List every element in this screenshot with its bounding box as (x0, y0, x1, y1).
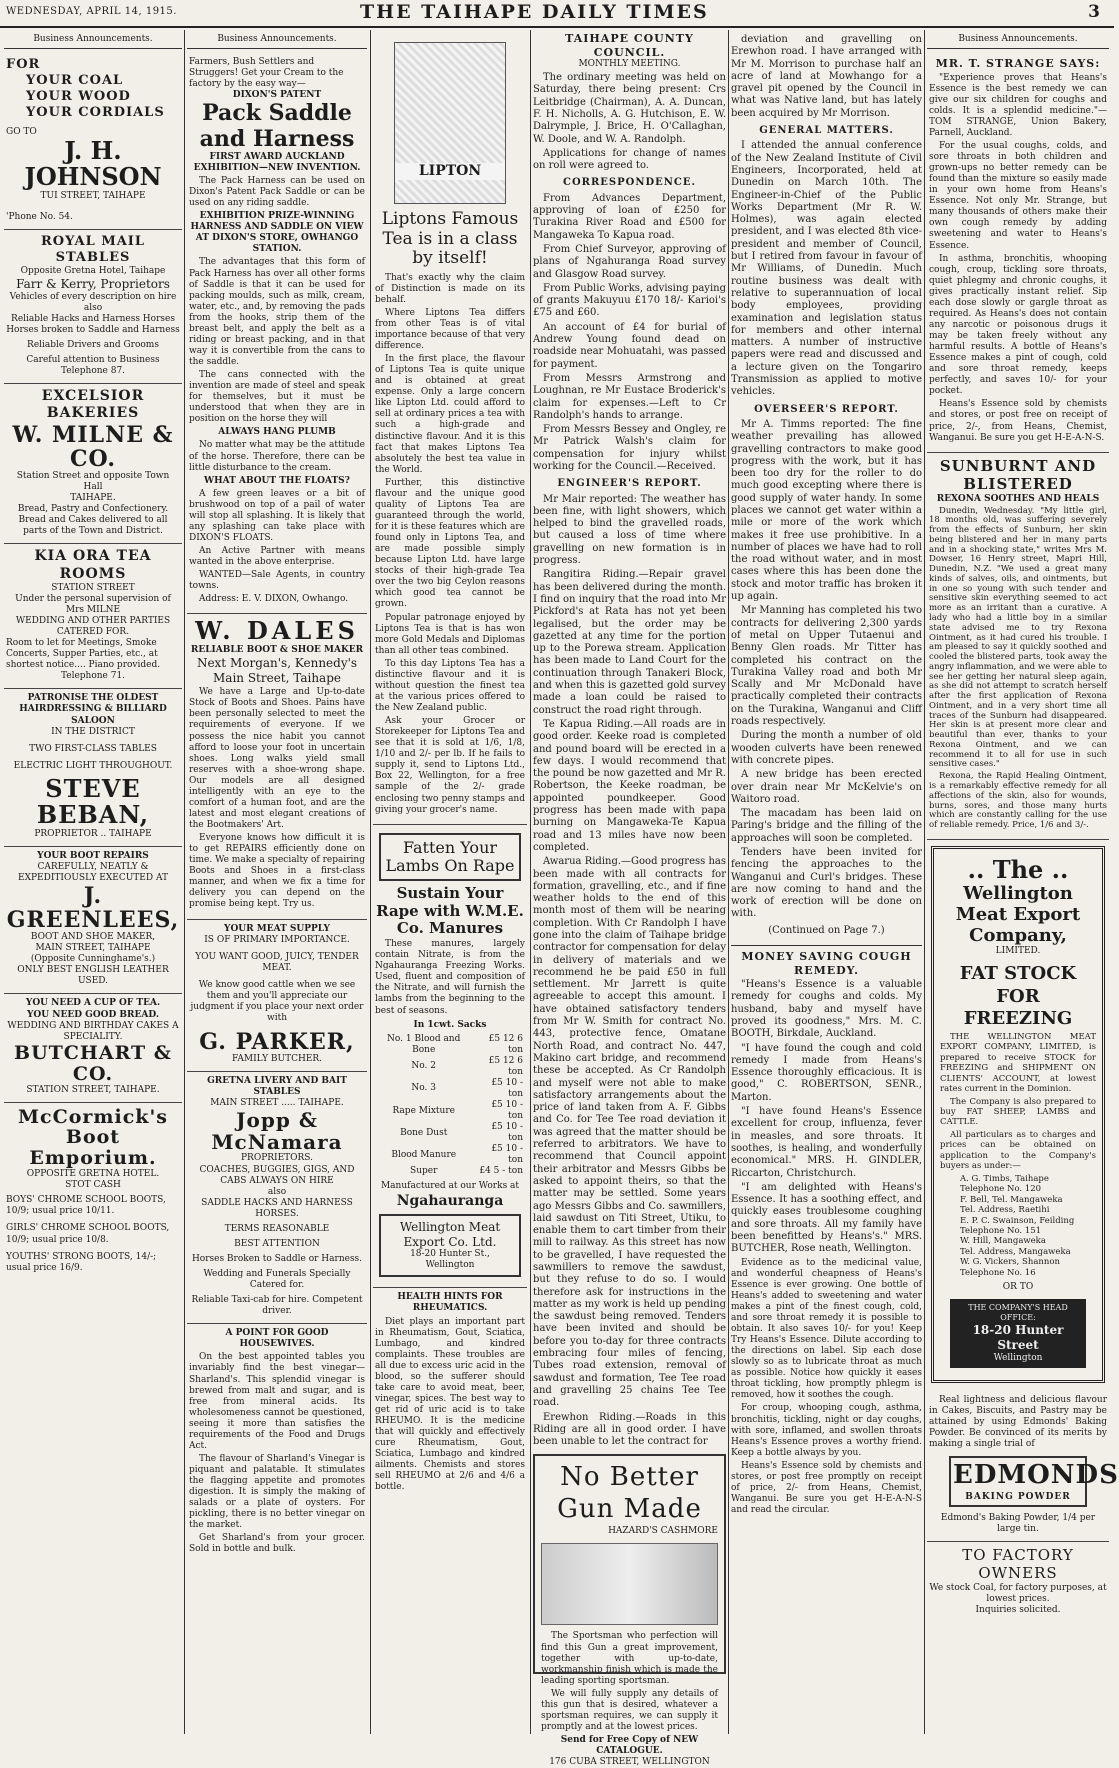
ad-text: Horses broken to Saddle and Harness (6, 324, 180, 335)
ad-text: WEDDING AND OTHER PARTIES CATERED FOR. (15, 616, 171, 638)
ad-text: OPPOSITE GRETNA HOTEL. (26, 1169, 160, 1180)
column-rule (728, 30, 729, 1734)
ad-text: Opposite Gretna Hotel, Taihape (20, 265, 166, 276)
article-paragraph: Applications for change of names on roll were agreed to. (533, 147, 726, 172)
price-list (375, 1034, 525, 1178)
article-paragraph: The macadam has been laid on Paring's bridge and the filling of the approaches will soon be completed. (731, 808, 922, 844)
price-row (375, 1122, 525, 1144)
brand-sub: BAKING POWDER (965, 1491, 1071, 1502)
ad-text: Bread and Cakes delivered to all parts of the Town and District. (18, 515, 168, 537)
article-headline: HEALTH HINTS FOR RHEUMATICS. (397, 1292, 503, 1314)
ad-title: .. The .. (967, 854, 1069, 884)
article-paragraph: During the month a number of old wooden culverts have been renewed with concrete pipes. (731, 730, 922, 766)
ad-text: STATION STREET (51, 582, 135, 593)
ad-text: (Opposite Cunninghame's.) (30, 954, 156, 965)
ad-text: FOR (6, 57, 41, 73)
ad-text: Edmond's Baking Powder, 1/4 per large tin. (940, 1512, 1096, 1534)
ad-address: TUI STREET, TAIHAPE (40, 190, 146, 201)
column-header: Business Announcements. (187, 32, 367, 49)
ad-text: 18-20 Hunter St., Wellington (410, 1249, 490, 1271)
ad-text: Dunedin, Wednesday. "My little girl, 18 months old, was suffering severely from the effects of Sunburn, her skin being blistered and her in many parts and in a shocking state," writes Mrs M. Dowser, 16 Henry street, Mapri Hill, Dunedin, N.Z. "We used a great many kinds of salves, oils, and ointments, but in one so young with such tender and sensitive skin everything seemed to act more as an irritant than a curative. A lady who had a little boy in a similar state advised me to try Rexona Ointment, as it had cured his trouble. I am pleased to say it quickly soothed and cooled the blistered parts, took away the angry inflammation, and we were able to see her getting her natural sleep again, as she did not attempt to scratch herself after the first application of Rexona Ointment, and in a very short time all traces of the Sunburn had disappeared. Her skin is at present more clear and beautiful than ever, thanks to your Rexona Ointment, and we can recommend it to all for use in such sensitive cases." (929, 505, 1107, 770)
article-paragraph: From Messrs Bessey and Ongley, re Mr Patrick Walsh's claim for compensation for injury whilst working for the Council.—Received. (533, 424, 726, 472)
ad-text: TAIHAPE. (70, 493, 116, 504)
saloon-ad (4, 689, 182, 846)
dixon-ad (187, 53, 367, 614)
buyer-line: Telephone No. 16 (960, 1267, 1036, 1278)
ad-text: YOUR BOOT REPAIRS (37, 850, 149, 861)
advertiser-name: J. H. JOHNSON (24, 136, 162, 192)
article-paragraph: "Heans's Essence is a valuable remedy for coughs and colds. My husband, baby and myself have proved its goodness," Mrs. M. C. BOOTH, Birkdale, Auckland. (731, 979, 922, 1040)
buyer-line: Telephone No. 120 (960, 1184, 1042, 1195)
tea-packet-illustration (394, 42, 506, 204)
ad-text: SADDLE HACKS AND HARNESS HORSES. (201, 1197, 353, 1219)
wmec-ad (931, 846, 1105, 1383)
ad-text: PROPRIETOR .. TAIHAPE (34, 828, 152, 839)
ad-title: MR. T. STRANGE SAYS: (935, 57, 1101, 71)
ad-text: Ngahauranga (396, 1192, 504, 1209)
article-paragraph: I attended the annual conference of the New Zealand Institute of Civil Engineers, Incorporated, held at Dunedin on March 10th. The Engineer-in-Chief of the Public Works Department (Mr R. W. Holmes), was again elected president, and I was elected 8th vice-president and member of Council, but I retired from favour in favour of Mr Williams, of Dunedin. Much routine business was dealt with relative to superannuation of local body employees, providing examination and legislation status for members and other internal matters. A number of instructive papers were read and discussed and a lecture given on the Tongariro Transmission as applied to motive vehicles. (731, 140, 922, 398)
article-paragraph: A new bridge has been erected over drain near Mr McKelvie's on Waitoro road. (731, 769, 922, 805)
ad-subtitle: REXONA SOOTHES AND HEALS (936, 493, 1100, 504)
ad-text: The advantages that this form of Pack Harness has over all other forms of Saddle is that it can be used for packing moulds, such as milk, cream, water, etc., and, by removing the pads from the hooks, strip them of the breast belt, and apply the belt as a riding or breast packing, and in that way it is convertible from the cans to the saddle. (189, 257, 365, 368)
article-paragraph: From Messrs Armstrong and Loughnan, re Mr Eustace Broderick's claim for expenses.—Left to Cr Randolph's hands to arrange. (533, 372, 726, 421)
article-paragraph: From Public Works, advising paying of grants Makuyuu £170 18/- Karioi's £75 and £60. (533, 282, 726, 319)
buyer-line: A. G. Timbs, Taihape (960, 1173, 1049, 1184)
ad-text: SALOON (71, 715, 115, 726)
column-header: Business Announcements. (4, 32, 182, 49)
ad-text: YOU NEED GOOD BREAD. (27, 1009, 159, 1020)
ad-text: In the first place, the flavour of Liptons Tea is quite unique and is obtained at great expense. Only a large concern like Lipton Ltd. could afford to sell at ordinary prices a tea with such a high-grade and distinctive flavour. And it is this fact that makes Liptons Tea absolutely the best tea value in the World. (375, 354, 525, 475)
ad-text: GRETNA LIVERY AND BAIT STABLES (207, 1076, 347, 1098)
buyer-line: W. G. Vickers, Shannon (960, 1257, 1060, 1268)
ad-text: WEDDING AND BIRTHDAY CAKES A SPECIALITY. (7, 1020, 179, 1042)
ad-text: GIRLS' CHROME SCHOOL BOOTS, 10/9; usual price 10/8. (6, 1223, 170, 1245)
ad-text: YOU NEED A CUP OF TEA. (25, 998, 161, 1009)
ad-text: IN THE DISTRICT (51, 726, 135, 737)
ad-text: also (267, 1186, 287, 1197)
ad-text: A few green leaves or a bit of brushwood on top of a pail of water will stop all splashing. It is likely that any splashing can take place with DIXON'S FLOATS. (189, 488, 365, 543)
column-header: Business Announcements. (927, 32, 1109, 49)
advertiser-name: Pack Saddle and Harness (199, 100, 355, 152)
ad-text: STATION STREET, TAIHAPE. (26, 1084, 160, 1095)
ad-text: All particulars as to charges and prices can be obtained on application to the Company's buyers as under:— (940, 1129, 1096, 1172)
ad-title: TO FACTORY OWNERS (962, 1546, 1074, 1583)
ad-text: Room to let for Meetings, Smoke Concerts, Supper Parties, etc., at shortest notice.... Piano provided. (6, 638, 161, 671)
edmonds-logo (949, 1456, 1119, 1507)
ad-text: Farmers, Bush Settlers and Struggers! Get your Cream to the factory by the easy way— (189, 57, 344, 90)
section-heading: CORRESPONDENCE. (562, 177, 696, 189)
head-office-box (950, 1299, 1086, 1367)
ad-text: Heans's Essence sold by chemists and stores, or post free on receipt of price, 2/-, from Heans, Chemist, Wanganui. Be sure you get H-E-A-N-S. (929, 399, 1107, 443)
buyer-line: E. P. C. Swainson, Feilding (960, 1215, 1075, 1226)
ad-text: "Experience proves that Heans's Essence is the best remedy we can give our six children for coughs and colds. It is a splendid medicine."—TOM STRANGE, Union Bakery, Parnell, Auckland. (929, 72, 1107, 138)
buyer-line: F. Bell, Tel. Mangaweka (960, 1194, 1063, 1205)
price-list-title: In 1cwt. Sacks (413, 1019, 487, 1030)
article-paragraph: From Chief Surveyor, approving of plans of Ngahuranga Road survey and Glasgow Road survey. (533, 243, 726, 280)
article-paragraph: "I have found Heans's Essence excellent for croup, influenza, fever in measles, and sore throats. It soothes, is healing, and wonderfully economical." MRS. H. GINDLER, Riccarton, Christchurch. (731, 1106, 922, 1179)
ad-text: MAIN STREET, TAIHAPE (35, 943, 151, 954)
advertiser-name: G. PARKER, (199, 1029, 355, 1056)
price-item: Blood Manure (391, 1149, 457, 1160)
factory-ad (927, 1542, 1109, 1622)
article-paragraph: From Advances Department, approving of loan of £250 for Turakina River Road and £500 for Mangaweka To Kapua road. (533, 192, 726, 241)
lipton-ad (373, 32, 527, 825)
cough-remedy-article (731, 945, 922, 1516)
ad-text: Popular patronage enjoyed by Liptons Tea is that is has won more Gold Medals and Diplomas than all other teas combined. (375, 612, 525, 656)
ad-text: Vehicles of every description on hire (9, 291, 177, 302)
health-article (373, 1288, 527, 1501)
price-item: No. 1 Blood and Bone (387, 1033, 461, 1055)
article-paragraph: On the best appointed tables you invariably find the best vinegar—Sharland's. This splendid vinegar is brewed from malt and sugar, and is free from mineral acids. Its wholesomeness cannot be questioned, seeing it more than satisfies the requirements of the Food and Drugs Act. (189, 1352, 365, 1451)
ad-text: Manufactured at our Works at (380, 1181, 520, 1192)
price-value: £5 12 6 ton (488, 1055, 523, 1077)
ad-text: Everyone knows how difficult it is to get REPAIRS efficiently done on time. We make a specialty of repairing Boots and Shoes in a first-class manner, and when we fix a time for delivery you can depend on the promise being kept. Try us. (189, 833, 365, 910)
ad-text: IS OF PRIMARY IMPORTANCE. (204, 934, 350, 945)
ad-text: GO TO (6, 127, 37, 137)
ad-address: Wellington (993, 1352, 1043, 1363)
ad-text: Reliable Drivers and Grooms (27, 340, 159, 350)
bakeries-ad (4, 384, 182, 544)
mccormick-ad (4, 1103, 182, 1280)
ad-text: FIRST AWARD AUCKLAND EXHIBITION—NEW INVENTION. (193, 151, 361, 173)
ad-text: YOUR COAL (26, 73, 124, 89)
ad-text: CAREFULLY, NEATLY & EXPEDITIOUSLY EXECUTED AT (18, 861, 168, 883)
ad-address: 176 CUBA STREET, WELLINGTON (549, 1757, 710, 1768)
price-item: No. 2 (411, 1061, 436, 1072)
ad-phone: 'Phone No. 54. (6, 211, 73, 222)
ad-phone: Telephone 87. (60, 366, 126, 377)
column-rule (370, 30, 371, 1734)
column-rule (530, 30, 531, 1734)
price-row (375, 1144, 525, 1166)
ad-text: We will fully supply any details of this gun that is desired, whatever a sportsman requires, we can supply it promptly and at the lowest prices. (541, 1688, 718, 1732)
advertiser-name: Wellington Meat Export Company, (955, 883, 1081, 946)
ad-text: BOYS' CHROME SCHOOL BOOTS, 10/9; usual price 10/11. (6, 1195, 166, 1217)
column-4 (533, 32, 726, 1768)
ad-text: Reliable Hacks and Harness Horses (11, 313, 175, 324)
ad-text: Next Morgan's, Kennedy's Main Street, Taihape (196, 655, 358, 685)
tearooms-ad (4, 544, 182, 689)
dales-ad (187, 614, 367, 919)
ad-text: We stock Coal, for factory purposes, at lowest prices. (929, 1582, 1107, 1604)
price-row (375, 1034, 525, 1056)
edmonds-ad (927, 1389, 1119, 1542)
ad-text: Send for Free Copy of NEW CATALOGUE. (560, 1735, 699, 1757)
ad-text: Inquiries solicited. (975, 1605, 1061, 1616)
price-item: No. 3 (411, 1083, 436, 1094)
ad-text: THE WELLINGTON MEAT EXPORT COMPANY, LIMITED, is prepared to receive STOCK for FREEZING and SHIPMENT ON CLIENTS' ACCOUNT, at lowest rates current in the Dominion. (940, 1031, 1096, 1095)
strange-ad (927, 53, 1109, 453)
price-value: £5 10 - ton (491, 1122, 523, 1144)
ad-text: Careful attention to Business (26, 355, 160, 366)
ad-text: No matter what may be the attitude of the horse. Therefore, there can be little disturbance to the cream. (189, 440, 365, 473)
ad-text: BOOT AND SHOE MAKER, (30, 932, 156, 943)
parker-ad (187, 920, 367, 1073)
advertiser-name: STEVE BEBAN, (36, 773, 150, 830)
price-value: £5 10 - ton (491, 1077, 523, 1099)
column-rule (184, 30, 185, 1734)
ad-text: TERMS REASONABLE (224, 1223, 330, 1234)
ad-text: Farr & Kerry, Proprietors (16, 277, 170, 291)
ad-text: Address: E. V. DIXON, Owhango. (199, 594, 349, 605)
livery-ad (187, 1072, 367, 1324)
ad-text: MAIN STREET ..... TAIHAPE. (210, 1098, 344, 1109)
ad-address: 18-20 Hunter Street (972, 1323, 1064, 1352)
article-headline: TAIHAPE COUNTY COUNCIL. (565, 32, 694, 59)
ad-text: HAZARD'S CASHMORE (608, 1526, 718, 1537)
article-subhead: MONTHLY MEETING. (578, 59, 681, 70)
article-headline: A POINT FOR GOOD HOUSEWIVES. (225, 1328, 329, 1350)
ad-text: ALWAYS HANG PLUMB (218, 427, 336, 438)
page-number: 3 (1088, 2, 1100, 22)
ad-text: Real lightness and delicious flavour in Cakes, Biscuits, and Pastry may be attained by using Edmonds' Baking Powder. Be convinced of its merits by making a single trial of (929, 1394, 1107, 1449)
advertiser-name: W. DALES (195, 616, 359, 646)
ad-text: That's exactly why the claim of Distinction is made on its behalf. (375, 272, 525, 305)
ad-text: also (83, 302, 103, 313)
article-paragraph: Erewhon Riding.—Roads in this Riding are all in good order. I have been unable to let the contract for (533, 1411, 726, 1448)
ad-text: Wedding and Funerals Specially Catered for. (203, 1269, 351, 1291)
advertiser-name: J. GREENLEES, (6, 882, 180, 933)
ad-text: EXHIBITION PRIZE-WINNING HARNESS AND SADDLE ON VIEW AT DIXON'S STORE, OWHANGO STATION. (190, 211, 364, 255)
price-row (375, 1166, 525, 1177)
section-heading: GENERAL MATTERS. (759, 125, 894, 137)
ad-text: To this day Liptons Tea has a distinctive flavour and it is without question the finest tea at the various prices offered to the New Zealand public. (375, 658, 525, 714)
ad-title: ROYAL MAIL STABLES (40, 233, 146, 265)
advertiser-name: Liptons Famous Tea is in a class by itself! (381, 209, 519, 269)
ad-text: PATRONISE THE OLDEST (27, 693, 159, 704)
price-item: Rape Mixture (392, 1105, 455, 1116)
ad-text: Where Liptons Tea differs from other Teas is of vital importance because of that very difference. (375, 307, 525, 352)
ad-text: RELIABLE BOOT & SHOE MAKER (190, 644, 364, 655)
price-row (375, 1100, 525, 1122)
vinegar-article (187, 1324, 367, 1563)
ad-text: The cans connected with the invention are made of steel and speak for themselves, but it must be understood that when they are in position on the horse they will (189, 370, 365, 425)
ad-text: Bread, Pastry and Confectionery. (17, 504, 169, 515)
ad-text: YOUTHS' STRONG BOOTS, 14/-; usual price 16/9. (6, 1251, 157, 1273)
stables-ad (4, 230, 182, 384)
ad-text: Wellington Meat Export Co. Ltd. (399, 1219, 501, 1249)
article-paragraph: Mr A. Timms reported: The fine weather prevailing has allowed gravelling contractors to make good progress with the work, but it has been too dry for the roller to do much good excepting where there is good supply of water handy. In some places we cannot get water within a mile or more of the work which makes it free use prohibitive. In a number of places we have had to roll the road without water, and in most cases where this has been done the stock and motor traffic has broken it up again. (731, 418, 922, 603)
article-paragraph: Tenders have been invited for fencing the approaches to the Wanganui and Curl's bridges. These are now coming to hand and the work of erection will be done on with. (731, 847, 922, 920)
ad-text: PROPRIETORS. (240, 1153, 314, 1164)
ad-text: LIMITED. (995, 946, 1041, 957)
article-paragraph: For croup, whooping cough, asthma, bronchitis, tickling, night or day coughs, with sore, inflamed, and swollen throats Heans's Essence proves a worthy friend. Keep a bottle always by you. (731, 1403, 922, 1458)
ad-text: Station Street and opposite Town Hall (16, 471, 170, 493)
article-paragraph: "I am delighted with Heans's Essence. It has a soothing effect, and quickly eases troublesome coughing and sore throats. All my family have been benefitted by Heans's." MRS. BUTCHER, Rose neath, Wellington. (731, 1181, 922, 1255)
article-paragraph: "I have found the cough and cold remedy I made from Heans's Essence thoroughly efficacious. It is good," C. ROBERTSON, SENR., Marton. (731, 1042, 922, 1103)
ad-text: THE COMPANY'S HEAD OFFICE: (968, 1303, 1068, 1323)
ad-title: FAT STOCK FOR FREEZING (959, 963, 1077, 1029)
ad-text: YOU WANT GOOD, JUICY, TENDER MEAT. (195, 951, 359, 973)
article-paragraph: Evidence as to the medicinal value, and wonderful cheapness of Heans's Essence is ever growing. One bottle of Heans's added to sweetening and water makes a pint of the finest cough, cold, and sore throat remedy it is possible to obtain. It also saves 10/- for you! Keep Try Heans's Essence. Dilute according to the directions on label. Sip each dose slowly so as to lubricate throat as much as possible. Notice how quickly it eases throat tickling, how promptly phlegm is removed, how it soothes the cough. (731, 1257, 922, 1401)
ad-text: Reliable Taxi-cab for hire. Competent driver. (191, 1295, 363, 1317)
wmec-box (379, 1214, 521, 1278)
ad-title: KIA ORA TEA ROOMS (34, 548, 152, 582)
article-paragraph: Te Kapua Riding.—All roads are in good order. Keeke road is completed and pound board will be erected in a few days. I would recommend that the pound be now gazetted and Mr R. Robertson, the Keeke roadman, be appointed poundkeeper. Good progress has been made with papa burning on Mangaweka-Te Kapua road and 13 miles have now been completed. (533, 718, 726, 853)
gun-illustration (541, 1543, 718, 1625)
column-1 (4, 32, 182, 1732)
issue-date: WEDNESDAY, APRIL 14, 1915. (6, 6, 177, 17)
johnson-ad (4, 53, 182, 230)
advertiser-name: W. MILNE & CO. (12, 421, 174, 472)
price-item: Super (410, 1166, 438, 1177)
masthead (0, 0, 1114, 28)
article-paragraph: The flavour of Sharland's Vinegar is piquant and palatable. It stimulates the flagging appetite and promotes digestion. It is simply the making of salads or a plate of oysters. For pickling, there is no better vinegar on the market. (189, 1453, 365, 1531)
rexona-ad (927, 453, 1109, 840)
ad-text: HAIRDRESSING & BILLIARD (19, 704, 167, 715)
buyer-line: Telephone No. 151 (960, 1226, 1042, 1237)
ad-text: The Company is also prepared to buy FAT SHEEP, LAMBS and CATTLE. (940, 1096, 1096, 1128)
continued-note: (Continued on Page 7.) (768, 924, 885, 936)
ad-text: BEST ATTENTION (234, 1238, 320, 1249)
ad-text: The Sportsman who perfection will find this Gun a great improvement, together with up-to-date, workmanship finish which is made the leading sporting sportsman. (541, 1631, 718, 1686)
advertiser-name: No Better Gun Made (557, 1462, 702, 1525)
article-paragraph: Awarua Riding.—Good progress has been made with all contracts for formation, gravelling, etc., and if fine weather holds to the end of this month most of them will be nearing completion. With Cr Randolph I have gone into the claim of Taihape bridge contractor for compensation for delay in delivery of materials and we recommend he be paid £50 in full settlement. Mr Jarrett is quite agreeable to accept this amount. I have obtained satisfactory tenders from Mr W. Smith for contract No. 443, protective fence, Omatane North Road, and contract No. 447, Makino cart bridge, and recommend these be accepted. As Cr Randolph and myself were not able to make satisfactory arrangements about the price of land taken from A. F. Gibbs and Co. for Tee Tee road deviation it was agreed that the matter should be referred to arbitrators. We have to recommend that Council appoint their arbitrator and Messrs Gibbs be asked to appoint theirs, so that the matter may be settled. Some years ago Messrs Gibbs and Co. sawmillers, laid sawdust on Titi Street, Utiku, to enable them to cart timber from their mill to railway. As this street has now to be gravelled, I have requested the sawmillers to remove the sawdust, but they refuse to do so. I would therefore ask for instructions in the matter as my work is held up pending the sawdust being removed. Tenders have been invited and should be before you to-day for three contracts embracing four miles of fencing, Tubes road extension, removal of sawdust and formation, Tee Tee road and gravelling 25 chains Tee Tee road. (533, 856, 726, 1409)
buyer-line: W. Hill, Mangaweka (960, 1236, 1046, 1247)
article-paragraph: deviation and gravelling on Erewhon road. I have arranged with Mr M. Morrison to purchase half an acre of land at Mowhango for a gravel pit opened by the Council in what was Native land, but has lately been acquired by Mr Morrison. (731, 34, 922, 119)
ad-text: YOUR MEAT SUPPLY (224, 923, 330, 934)
council-article (533, 32, 726, 1448)
ad-text: ELECTRIC LIGHT THROUGHOUT. (13, 760, 173, 771)
ad-text: YOUR WOOD (26, 89, 131, 105)
ad-text: COACHES, BUGGIES, GIGS, AND CABS ALWAYS ON HIRE (199, 1164, 355, 1186)
ad-text: DIXON'S PATENT (232, 90, 322, 101)
section-heading: OVERSEER'S REPORT. (754, 403, 899, 415)
gun-ad (533, 1454, 726, 1768)
ad-text: STOT CASH (65, 1180, 121, 1191)
column-5 (731, 32, 922, 1732)
manure-ad (373, 825, 527, 1289)
ad-text: We have a Large and Up-to-date Stock of Boots and Shoes. Pains have been personally selected to meet the requirements of everyone. If we possess the nice habit you cannot afford to loose your foot in uncertain shoes. Long walks yield small reserves with a shoe-wrong shape. Our models are all designed intelligently with an eye to the comfort of a human foot, and are the latest and most elegant creations of the Bootmakers' Art. (189, 687, 365, 831)
ad-title: Sustain Your Rape with W.M.E. Co. Manures (376, 884, 524, 937)
greenlees-ad (4, 847, 182, 995)
ad-title: EXCELSIOR BAKERIES (41, 388, 145, 422)
ad-text: Under the personal supervision of Mrs MILNE (15, 593, 171, 615)
section-heading: ENGINEER'S REPORT. (557, 478, 702, 490)
ad-text: YOUR CORDIALS (26, 105, 165, 121)
price-value: £5 12 6 ton (488, 1033, 523, 1055)
ad-phone: Telephone 71. (60, 671, 126, 682)
article-paragraph: The ordinary meeting was held on Saturday, there being present: Crs Leitbridge (Chairman), A. A. Duncan, F. H. Nicholls, A. G. Hutchison, E. W. Dalrymple, J. Brice, H. O'Callaghan, W. Doole, and W. A. Randolph. (533, 72, 726, 145)
buyers-list (940, 1174, 1096, 1279)
article-paragraph: Diet plays an important part in Rheumatism, Gout, Sciatica, Lumbago, and kindred complaints. These troubles are all due to excess uric acid in the blood, so the sufferer should take care to avoid meat, beer, vinegar, spices. The best way to get rid of uric acid is to take RHEUMO. It is the medicine that will quickly and effectively cure Rheumatism, Gout, Sciatica, Lumbago and kindred ailments. Chemists and stores sell RHEUMO at 2/6 and 4/6 a bottle. (375, 1316, 525, 1493)
butchart-ad (4, 994, 182, 1102)
column-6 (927, 32, 1119, 1732)
ad-text: Further, this distinctive flavour and the unique good quality of Liptons Tea are guaranteed through the world, for it is these features which are found only in Liptons Tea, and are made possible simply because Lipton Ltd. have large stocks of their high-grade Tea over the two big Ceylon reasons which good tea cannot be grown. (375, 477, 525, 610)
ad-text: FAMILY BUTCHER. (231, 1054, 323, 1065)
article-paragraph: Mr Manning has completed his two contracts for delivering 2,300 yards of metal on Upper Tutaenui and Benny Glen roads. Mr Titter has completed his contract on the Turakina Valley road and both Mr Scally and Mr McDonald have practically completed their contracts on the Turakina, Wanganui and Cliff roads respectively. (731, 605, 922, 728)
advertiser-name: McCormick's Boot Emporium. (18, 1105, 168, 1170)
ad-text: An Active Partner with means wanted in the above enterprise. (189, 546, 365, 568)
ad-text: In asthma, bronchitis, whooping cough, croup, tickling sore throats, quiet phlegmy and chronic coughs, it gives practically instant relief. Sip each dose slowly or gargle throat as required. As Heans's does not contain any narcotic or poisonous drugs it may be taken freely without any harmful results. A bottle of Heans's Essence makes a pint of cough, cold and sore throat remedy, keeps perfectly, and saves 10/- for your pocket. (929, 253, 1107, 397)
price-item: Bone Dust (400, 1127, 448, 1138)
buyer-line: Tel. Address, Raetihi (960, 1205, 1050, 1216)
column-2 (187, 32, 367, 1732)
column-rule (924, 30, 925, 1734)
article-paragraph: Rangitira Riding.—Repair gravel has been delivered during the month. I find on inquiry that the road into Mr Pickford's at Rata has not yet been legalised, but the order may be gazetted at any time for the portion up to the Porewa stream. Application has been made to Land Court for the continuation through Tanakeri Block, and when this is gazetted gold survey made a loan could be raised to construct the road right through. (533, 569, 726, 716)
ad-text: The Pack Harness can be used on Dixon's Patent Pack Saddle or can be used on any riding saddle. (189, 176, 365, 209)
brand-name: EDMONDS (953, 1459, 1119, 1490)
advertiser-name: BUTCHART & CO. (14, 1041, 172, 1085)
price-value: £5 10 - ton (491, 1144, 523, 1166)
ad-text: These manures, largely contain Nitrate, is from the Ngahauranga Freezing Works. Used, fluent and composition of the Nitrate, and will furnish the lambs from the beginning to the best of seasons. (375, 939, 525, 1016)
article-paragraph: An account of £4 for burial of Andrew Young found dead on roadside near Mohuatahi, was passed for payment. (533, 321, 726, 370)
article-paragraph: Mr Mair reported: The weather has been fine, with light showers, which helped to bind the gravelled roads, but caused a loss of time where gravelling on new formation is in progress. (533, 493, 726, 567)
advertiser-name: Jopp & McNamara (211, 1108, 343, 1155)
ad-text: TWO FIRST-CLASS TABLES (29, 743, 157, 754)
ad-text: WHAT ABOUT THE FLOATS? (204, 475, 350, 486)
ad-text: WANTED—Sale Agents, in country towns. (189, 570, 365, 592)
newspaper-title: THE TAIHAPE DAILY TIMES (360, 1, 709, 23)
ad-text: Ask your Grocer or Storekeeper for Liptons Tea and see that it is sold at 1/6, 1/8, 1/10 and 2/- per lb. If he fails to supply it, send to Liptons Ltd., Box 22, Wellington, for a free sample of the 2/- grade enclosing two penny stamps and giving your grocer's name. (375, 716, 525, 815)
ad-text: For the usual coughs, colds, and sore throats in both children and grown-ups no better remedy can be found than the mixture so easily made in your own home from Heans's Essence. Not only Mr. Strange, but many thousands of others make their own cough remedy by adding sweetening and water to Heans's Essence. (929, 140, 1107, 251)
ad-title: Fatten Your Lambs On Rape (379, 833, 521, 882)
ad-text: We know good cattle when we see them and you'll appreciate our judgment if you place your next order with (190, 979, 364, 1023)
ad-text: ONLY BEST ENGLISH LEATHER USED. (17, 965, 169, 987)
price-value: £4 5 - ton (479, 1166, 523, 1177)
buyer-line: Tel. Address, Mangaweka (960, 1246, 1071, 1257)
column-3 (373, 32, 527, 1732)
ad-title: SUNBURNT AND BLISTERED (939, 456, 1097, 494)
price-row (375, 1056, 525, 1078)
packet-label: LIPTON (395, 163, 505, 180)
ad-text: OR TO (1002, 1282, 1034, 1293)
article-paragraph: Heans's Essence sold by chemists and stores, or post free promptly on receipt of price, 2/- from Heans, Chemist, Wanganui. Be sure you get H-E-A-N-S and read the circular. (731, 1460, 922, 1516)
ad-text: Rexona, the Rapid Healing Ointment, is a remarkably effective remedy for all affections of the skin, also for wounds, burns, sores, and those many hurts which are constantly calling for the use of reliable remedy. Price, 1/6 and 3/-. (929, 771, 1107, 831)
price-row (375, 1078, 525, 1100)
article-headline: MONEY SAVING COUGH REMEDY. (741, 950, 912, 977)
article-paragraph: Get Sharland's from your grocer. Sold in bottle and bulk. (189, 1533, 365, 1555)
price-value: £5 10 - ton (491, 1100, 523, 1122)
ad-text: Horses Broken to Saddle or Harness. (191, 1253, 363, 1264)
